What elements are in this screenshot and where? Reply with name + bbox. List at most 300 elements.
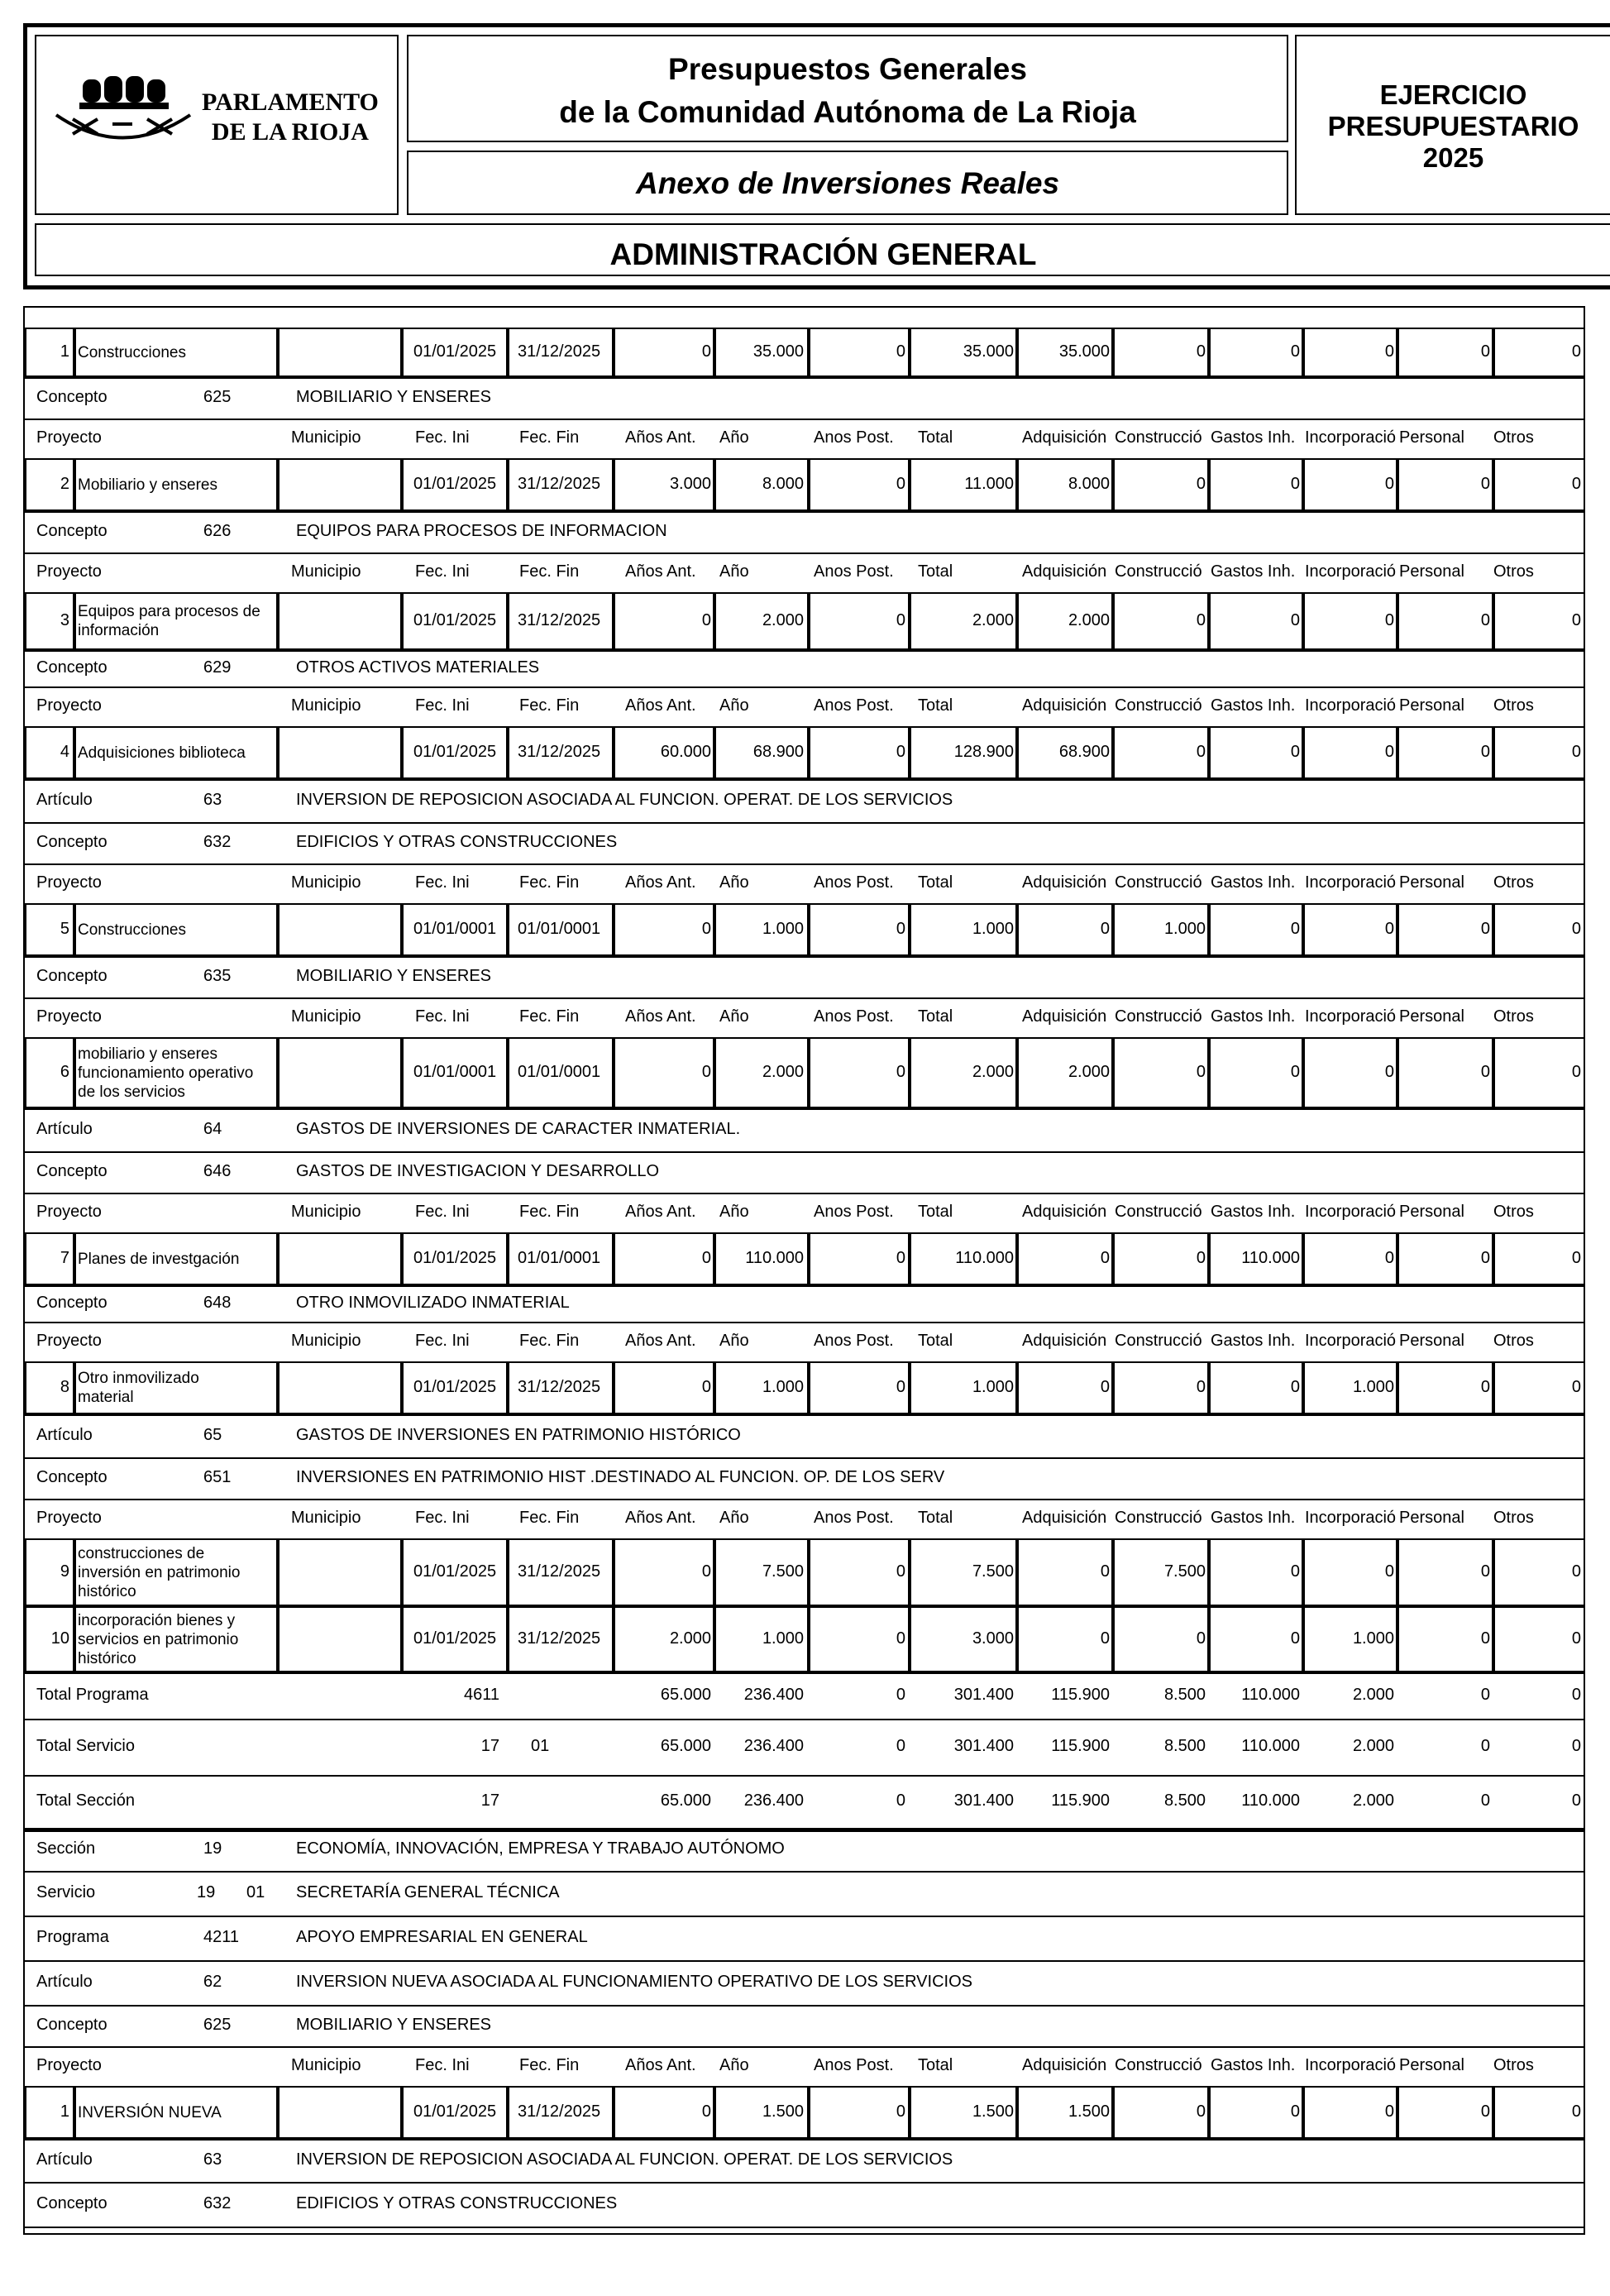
column-header: Personal [1399,1332,1464,1350]
column-header: Proyecto [36,1007,102,1026]
row-level-code: 64 [203,1120,222,1138]
column-header: Año [719,562,749,581]
table-cell [614,1361,714,1414]
row-level-label: Programa [36,1928,109,1946]
start-date: 01/01/2025 [413,611,497,629]
table-row-label [23,1285,1585,1323]
row-level-description: EDIFICIOS Y OTRAS CONSTRUCCIONES [296,833,618,851]
column-header: Otros [1493,1509,1534,1527]
row-level-label: Artículo [36,1426,93,1444]
table-cell [1397,1538,1493,1606]
table-row-total [23,1775,1585,1832]
column-header: Municipio [291,428,361,447]
amount-incorporaci-: 0 [1384,2102,1394,2121]
total-amount-personal: 0 [1480,1791,1490,1810]
exercise-year: 2025 [1422,142,1484,173]
title-line-1: Presupuestos Generales [668,52,1027,86]
column-header: Gastos Inh. [1211,1332,1296,1350]
row-level-subcode: 01 [246,1883,265,1901]
column-header: Años Ant. [625,2056,696,2074]
table-row-total [23,1719,1585,1777]
column-header: Proyecto [36,873,102,892]
table-cell [614,1037,714,1108]
project-name: incorporación bienes y servicios en patrimonio histórico [78,1612,239,1667]
table-row-project [23,1606,1585,1674]
end-date: 01/01/0001 [518,1249,601,1267]
table-row-project [23,2086,1585,2141]
column-header: Municipio [291,1007,361,1026]
document-subtitle: Anexo de Inversiones Reales [407,151,1288,215]
table-row-colhead [23,1322,1585,1363]
project-number: 1 [60,342,69,361]
project-name: INVERSIÓN NUEVA [78,2104,222,2121]
column-header: Adquisición [1022,1007,1107,1026]
table-cell [1303,328,1397,377]
end-date: 01/01/0001 [518,920,601,938]
table-cell [1209,328,1303,377]
column-header: Año [719,1509,749,1527]
amount-a-o: 1.000 [762,920,804,938]
row-level-description: GASTOS DE INVERSIONES DE CARACTER INMATERIAL. [296,1120,741,1138]
table-cell [1397,1606,1493,1672]
table-cell [614,2086,714,2139]
row-level-description: SECRETARÍA GENERAL TÉCNICA [296,1883,560,1901]
total-amount-construcci-: 8.500 [1163,1791,1206,1810]
total-label: Total Servicio [36,1737,135,1755]
row-level-description: APOYO EMPRESARIAL EN GENERAL [296,1928,588,1946]
row-level-label: Concepto [36,1162,107,1180]
table-row-colhead [23,2046,1585,2088]
table-cell [278,592,402,650]
table-cell [1397,1232,1493,1285]
table-cell [1113,1606,1209,1672]
project-name: Construcciones [78,921,186,939]
column-header: Fec. Fin [519,428,580,447]
amount-anos-post-: 0 [896,920,905,938]
total-amount-otros: 0 [1571,1737,1581,1755]
start-date: 01/01/2025 [413,475,497,493]
table-cell [809,903,910,956]
project-number: 1 [60,2102,69,2121]
total-amount-total: 301.400 [953,1686,1014,1704]
table-cell [278,726,402,779]
start-date: 01/01/2025 [413,2102,497,2121]
start-date: 01/01/2025 [413,342,497,361]
amount-anos-post-: 0 [896,475,905,493]
column-header: Adquisición [1022,562,1107,581]
amount-a-o: 110.000 [745,1249,804,1267]
row-level-description: INVERSION NUEVA ASOCIADA AL FUNCIONAMIENTO OPERATIVO DE LOS SERVICIOS [296,1973,972,1991]
column-header: Personal [1399,1203,1464,1221]
column-header: Personal [1399,1509,1464,1527]
project-number: 5 [60,920,69,938]
table-cell [1209,2086,1303,2139]
row-level-description: GASTOS DE INVERSIONES EN PATRIMONIO HISTÓRICO [296,1426,741,1444]
row-level-code: 648 [203,1294,232,1312]
column-header: Incorporació [1305,428,1396,447]
start-date: 01/01/0001 [413,1063,497,1081]
column-header: Fec. Fin [519,1332,580,1350]
table-cell [1397,458,1493,511]
amount-adquisici-n: 0 [1100,920,1110,938]
row-level-label: Concepto [36,1468,107,1486]
table-cell [1303,726,1397,779]
table-cell [1303,903,1397,956]
table-row-project [23,1538,1585,1606]
table-cell [278,1606,402,1672]
row-level-label: Artículo [36,2150,93,2169]
column-header: Anos Post. [814,873,894,892]
table-cell [1017,903,1113,956]
row-level-description: OTRO INMOVILIZADO INMATERIAL [296,1294,570,1312]
table-row-label [23,511,1585,554]
row-level-label: Concepto [36,833,107,851]
column-header: Municipio [291,2056,361,2074]
amount-a-o: 1.500 [762,2102,804,2121]
amount-construcci-: 0 [1196,1063,1206,1081]
amount-construcci-: 0 [1196,342,1206,361]
amount-incorporaci-: 1.000 [1352,1629,1394,1648]
column-header: Incorporació [1305,873,1396,892]
column-header: Años Ant. [625,428,696,447]
row-level-code: 4211 [203,1928,240,1946]
amount-adquisici-n: 35.000 [1058,342,1110,361]
column-header: Gastos Inh. [1211,1203,1296,1221]
table-cell [1303,2086,1397,2139]
amount-a-o: 7.500 [762,1562,804,1581]
amount-anos-post-: 0 [896,743,905,761]
table-cell [614,1538,714,1606]
table-cell [809,726,910,779]
column-header: Total [918,2056,953,2074]
column-header: Proyecto [36,696,102,715]
amount-incorporaci-: 0 [1384,1249,1394,1267]
amount-otros: 0 [1571,1063,1581,1081]
column-header: Personal [1399,2056,1464,2074]
column-header: Construcció [1115,1509,1202,1527]
table-cell [1209,1606,1303,1672]
amount-total: 2.000 [972,611,1014,629]
amount-construcci-: 1.000 [1163,920,1206,938]
column-header: Fec. Ini [415,1332,470,1350]
project-number: 10 [50,1629,69,1648]
amount-total: 128.900 [953,743,1014,761]
column-header: Fec. Fin [519,1509,580,1527]
project-number: 3 [60,611,69,629]
amount-a-os-ant-: 0 [701,1378,711,1396]
amount-construcci-: 0 [1196,1378,1206,1396]
table-cell [278,458,402,511]
amount-incorporaci-: 1.000 [1352,1378,1394,1396]
column-header: Gastos Inh. [1211,873,1296,892]
row-level-description: MOBILIARIO Y ENSERES [296,967,492,985]
end-date: 31/12/2025 [518,342,601,361]
table-cell [1397,592,1493,650]
amount-gastos-inh-: 0 [1290,920,1300,938]
amount-incorporaci-: 0 [1384,1562,1394,1581]
logo-line-2: DE LA RIOJA [211,118,369,146]
column-header: Anos Post. [814,2056,894,2074]
column-header: Incorporació [1305,1007,1396,1026]
amount-a-o: 1.000 [762,1629,804,1648]
table-row-label [23,1414,1585,1459]
column-header: Año [719,1203,749,1221]
total-label: Total Programa [36,1686,149,1704]
column-header: Otros [1493,1007,1534,1026]
table-cell [809,1037,910,1108]
amount-anos-post-: 0 [896,1249,905,1267]
table-row-project [23,726,1585,781]
row-level-label: Concepto [36,658,107,677]
amount-personal: 0 [1480,1629,1490,1648]
column-header: Incorporació [1305,2056,1396,2074]
amount-gastos-inh-: 0 [1290,1378,1300,1396]
table-row-label [23,1457,1585,1500]
total-amount-anos-post-: 0 [896,1686,905,1704]
amount-personal: 0 [1480,611,1490,629]
table-row-label [23,650,1585,688]
column-header: Adquisición [1022,873,1107,892]
row-level-code: 63 [203,791,222,809]
amount-gastos-inh-: 0 [1290,1629,1300,1648]
amount-incorporaci-: 0 [1384,743,1394,761]
amount-otros: 0 [1571,2102,1581,2121]
table-row-project [23,328,1585,379]
column-header: Fec. Fin [519,696,580,715]
column-header: Total [918,873,953,892]
start-date: 01/01/2025 [413,1562,497,1581]
table-row-label [23,822,1585,865]
amount-adquisici-n: 8.000 [1068,475,1110,493]
table-cell [1397,2086,1493,2139]
table-cell [1397,726,1493,779]
column-header: Fec. Ini [415,1203,470,1221]
amount-personal: 0 [1480,2102,1490,2121]
end-date: 31/12/2025 [518,611,601,629]
amount-otros: 0 [1571,611,1581,629]
column-header: Incorporació [1305,1509,1396,1527]
column-header: Proyecto [36,1509,102,1527]
column-header: Construcció [1115,873,1202,892]
total-label: Total Sección [36,1791,135,1810]
table-cell [1397,1037,1493,1108]
column-header: Municipio [291,1509,361,1527]
table-row-colhead [23,419,1585,460]
row-level-description: INVERSION DE REPOSICION ASOCIADA AL FUNCION. OPERAT. DE LOS SERVICIOS [296,791,953,809]
table-cell [1209,903,1303,956]
column-header: Total [918,428,953,447]
column-header: Otros [1493,428,1534,447]
column-header: Año [719,873,749,892]
column-header: Municipio [291,1203,361,1221]
column-header: Otros [1493,1203,1534,1221]
column-header: Gastos Inh. [1211,428,1296,447]
table-cell [1397,903,1493,956]
table-cell [1113,726,1209,779]
amount-incorporaci-: 0 [1384,611,1394,629]
total-code: 4611 [463,1686,499,1704]
row-level-description: EQUIPOS PARA PROCESOS DE INFORMACION [296,522,667,540]
column-header: Fec. Fin [519,2056,580,2074]
project-name: Construcciones [78,344,186,361]
table-cell [278,1361,402,1414]
column-header: Personal [1399,1007,1464,1026]
project-number: 2 [60,475,69,493]
column-header: Total [918,1203,953,1221]
column-header: Años Ant. [625,1203,696,1221]
amount-construcci-: 0 [1196,743,1206,761]
row-level-label: Sección [36,1839,96,1858]
amount-a-os-ant-: 0 [701,1249,711,1267]
row-level-description: EDIFICIOS Y OTRAS CONSTRUCCIONES [296,2194,618,2212]
table-cell [809,328,910,377]
column-header: Total [918,1332,953,1350]
total-amount-total: 301.400 [953,1791,1014,1810]
table-row-project [23,1361,1585,1416]
total-amount-anos-post-: 0 [896,1737,905,1755]
column-header: Construcció [1115,2056,1202,2074]
amount-a-o: 2.000 [762,1063,804,1081]
column-header: Adquisición [1022,1332,1107,1350]
table-cell [809,1538,910,1606]
column-header: Anos Post. [814,1007,894,1026]
amount-a-o: 2.000 [762,611,804,629]
amount-incorporaci-: 0 [1384,1063,1394,1081]
table-cell [809,592,910,650]
total-amount-otros: 0 [1571,1686,1581,1704]
column-header: Años Ant. [625,1007,696,1026]
column-header: Construcció [1115,562,1202,581]
table-cell [809,2086,910,2139]
table-row-colhead [23,997,1585,1039]
row-level-code: 626 [203,522,232,540]
column-header: Adquisición [1022,696,1107,715]
total-subcode: 01 [531,1737,550,1755]
total-amount-gastos-inh-: 110.000 [1241,1791,1300,1810]
column-header: Construcció [1115,1007,1202,1026]
column-header: Proyecto [36,562,102,581]
logo-panel [35,35,399,215]
table-cell [1397,1361,1493,1414]
column-header: Personal [1399,562,1464,581]
start-date: 01/01/2025 [413,1629,497,1648]
start-date: 01/01/2025 [413,1378,497,1396]
column-header: Proyecto [36,428,102,447]
amount-personal: 0 [1480,1562,1490,1581]
row-level-code: 629 [203,658,232,677]
table-cell [1113,2086,1209,2139]
end-date: 31/12/2025 [518,1378,601,1396]
amount-a-os-ant-: 2.000 [669,1629,711,1648]
column-header: Fec. Fin [519,1007,580,1026]
amount-personal: 0 [1480,475,1490,493]
column-header: Otros [1493,562,1534,581]
column-header: Anos Post. [814,1332,894,1350]
table-row-label [23,2005,1585,2048]
amount-personal: 0 [1480,1063,1490,1081]
table-cell [278,1037,402,1108]
amount-construcci-: 0 [1196,2102,1206,2121]
column-header: Fec. Ini [415,2056,470,2074]
logo-line-1: PARLAMENTO [202,88,379,116]
total-amount-a-o: 236.400 [743,1686,804,1704]
amount-anos-post-: 0 [896,342,905,361]
amount-adquisici-n: 0 [1100,1562,1110,1581]
column-header: Anos Post. [814,1203,894,1221]
amount-a-os-ant-: 0 [701,920,711,938]
column-header: Anos Post. [814,696,894,715]
total-amount-a-os-ant-: 65.000 [660,1791,711,1810]
project-number: 7 [60,1249,69,1267]
table-row-label [23,2182,1585,2228]
table-row-project [23,1232,1585,1287]
table-row-label [23,779,1585,824]
amount-personal: 0 [1480,1249,1490,1267]
column-header: Personal [1399,873,1464,892]
table-cell [809,458,910,511]
column-header: Fec. Fin [519,1203,580,1221]
amount-gastos-inh-: 0 [1290,2102,1300,2121]
amount-total: 1.000 [972,920,1014,938]
total-amount-personal: 0 [1480,1737,1490,1755]
total-amount-construcci-: 8.500 [1163,1686,1206,1704]
column-header: Fec. Ini [415,428,470,447]
row-level-label: Artículo [36,1973,93,1991]
row-level-description: GASTOS DE INVESTIGACION Y DESARROLLO [296,1162,660,1180]
column-header: Fec. Ini [415,1007,470,1026]
total-amount-otros: 0 [1571,1791,1581,1810]
column-header: Otros [1493,873,1534,892]
table-cell [278,328,402,377]
column-header: Años Ant. [625,562,696,581]
column-header: Total [918,696,953,715]
column-header: Personal [1399,696,1464,715]
column-header: Año [719,428,749,447]
amount-adquisici-n: 0 [1100,1629,1110,1648]
column-header: Incorporació [1305,1203,1396,1221]
table-cell [1303,458,1397,511]
column-header: Gastos Inh. [1211,1509,1296,1527]
end-date: 31/12/2025 [518,475,601,493]
column-header: Municipio [291,562,361,581]
amount-anos-post-: 0 [896,1562,905,1581]
project-name: Planes de investgación [78,1251,240,1268]
table-row-project [23,592,1585,652]
row-level-label: Concepto [36,1294,107,1312]
table-cell [1113,328,1209,377]
amount-otros: 0 [1571,1629,1581,1648]
column-header: Incorporació [1305,696,1396,715]
table-row-colhead [23,686,1585,728]
column-header: Construcció [1115,1203,1202,1221]
table-cell [1303,1232,1397,1285]
column-header: Adquisición [1022,428,1107,447]
amount-incorporaci-: 0 [1384,342,1394,361]
column-header: Fec. Ini [415,696,470,715]
amount-adquisici-n: 0 [1100,1378,1110,1396]
amount-total: 35.000 [963,342,1014,361]
table-row-project [23,458,1585,513]
total-amount-a-o: 236.400 [743,1737,804,1755]
column-header: Incorporació [1305,562,1396,581]
total-amount-incorporaci-: 2.000 [1352,1791,1394,1810]
amount-adquisici-n: 1.500 [1068,2102,1110,2121]
amount-a-os-ant-: 0 [701,611,711,629]
column-header: Anos Post. [814,562,894,581]
amount-total: 11.000 [964,475,1014,493]
exercise-line-1: EJERCICIO [1379,79,1527,110]
column-header: Año [719,696,749,715]
